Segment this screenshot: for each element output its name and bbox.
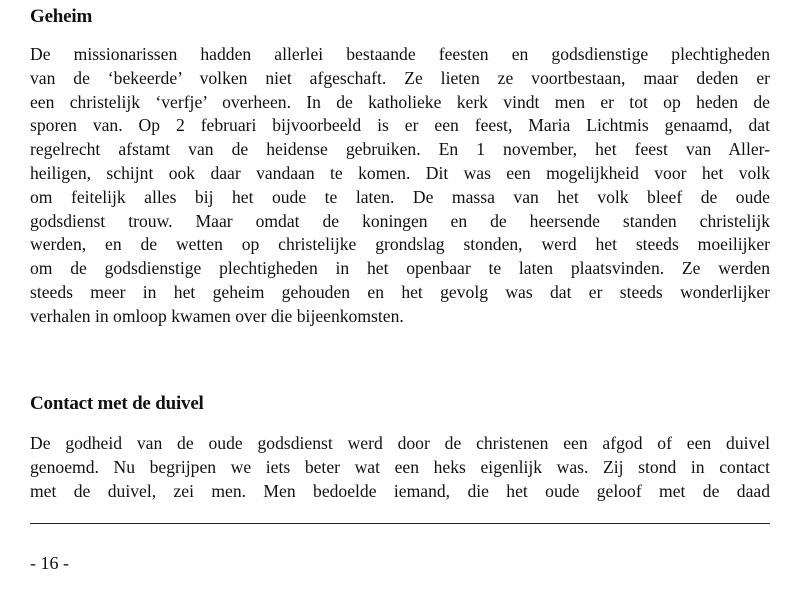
text-line: De godheid van de oude godsdienst werd door de christenen een afgod of een duivel xyxy=(30,433,770,453)
text-line: werden, en de wetten op christelijke grondslag stonden, werd het steeds moeilijker xyxy=(30,234,770,255)
page-number: - 16 - xyxy=(30,553,69,573)
text-line: met de duivel, zei men. Men bedoelde iemand, die het oude geloof met de daad xyxy=(30,480,770,501)
text-line: sporen van. Op 2 februari bijvoorbeeld is er een feest, Maria Lichtmis genaamd, dat xyxy=(30,115,770,136)
text-line: genoemd. Nu begrijpen we iets beter wat een heks eigenlijk was. Zij stond in contact xyxy=(30,456,770,477)
section-paragraph-geheim xyxy=(30,43,770,329)
text-line: De missionarissen hadden allerlei bestaande feesten en godsdienstige plechtigheden xyxy=(30,44,770,64)
text-line: regelrecht afstamt van de heidense gebruiken. En 1 november, het feest van Aller- xyxy=(30,139,770,160)
footer-divider xyxy=(30,523,770,524)
book-page xyxy=(30,0,770,591)
section-paragraph-contact-met-de-duivel xyxy=(30,432,770,503)
text-line: om de godsdienstige plechtigheden in het openbaar te laten plaatsvinden. Ze werden xyxy=(30,258,770,279)
text-line: van de ‘bekeerde’ volken niet afgeschaft. Ze lieten ze voortbestaan, maar deden er xyxy=(30,67,770,88)
text-line: steeds meer in het geheim gehouden en het gevolg was dat er steeds wonderlijker xyxy=(30,281,770,302)
section-heading-contact-met-de-duivel: Contact met de duivel xyxy=(30,393,204,414)
text-line: om feitelijk alles bij het oude te laten. De massa van het volk bleef de oude xyxy=(30,186,770,207)
text-line: verhalen in omloop kwamen over die bijeenkomsten. xyxy=(30,305,404,326)
section-heading-geheim: Geheim xyxy=(30,6,93,27)
text-line: een christelijk ‘verfje’ overheen. In de katholieke kerk vindt men er tot op heden de xyxy=(30,91,770,112)
text-line: godsdienst trouw. Maar omdat de koningen en de heersende standen christelijk xyxy=(30,210,770,231)
text-line: heiligen, schijnt ook daar vandaan te komen. Dit was een mogelijkheid voor het volk xyxy=(30,162,770,183)
